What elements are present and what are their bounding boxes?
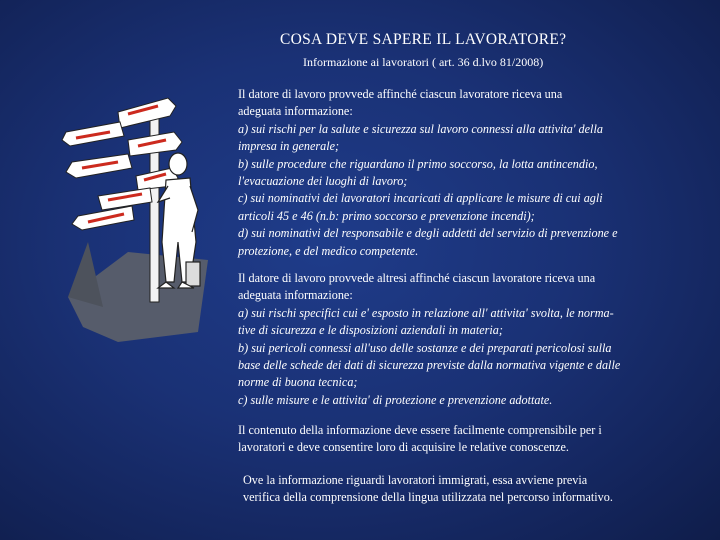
text-line: Ove la informazione riguardi lavoratori immigrati, essa avviene previa: [243, 473, 588, 487]
text-line: articoli 45 e 46 (n.b: primo soccorso e prevenzione incendi);: [238, 208, 535, 223]
text-line: Il contenuto della informazione deve essere facilmente comprensibile per i: [238, 423, 602, 437]
text-line: b) sulle procedure che riguardano il primo soccorso, la lotta antincendio,: [238, 156, 598, 171]
text-line: norme di buona tecnica;: [238, 375, 358, 390]
section-2: [238, 270, 620, 409]
text-line: adeguata informazione:: [238, 104, 353, 119]
page-title: COSA DEVE SAPERE IL LAVORATORE?: [280, 31, 567, 48]
text-line: lavoratori e deve consentire loro di acquisire le relative conoscenze.: [238, 440, 569, 455]
text-line: adeguata informazione:: [238, 288, 353, 303]
text-line: c) sulle misure e le attivita' di protezione e prevenzione adottate.: [238, 392, 553, 407]
text-line: l'evacuazione dei luoghi di lavoro;: [238, 174, 408, 189]
text-line: c) sui nominativi dei lavoratori incaricati di applicare le misure di cui agli: [238, 191, 603, 206]
text-line: Il datore di lavoro provvede affinché ciascun lavoratore riceva una: [238, 87, 563, 101]
signpost-confused-man-icon: [58, 92, 218, 352]
text-line: base delle schede dei dati di sicurezza previste dalla normativa vigente e dalle: [238, 358, 621, 373]
page-subtitle: Informazione ai lavoratori ( art. 36 d.lvo 81/2008): [303, 55, 544, 69]
section-3: [238, 422, 602, 457]
text-line: a) sui rischi specifici cui e' esposto in relazione all' attivita' svolta, le norma-: [238, 305, 614, 320]
text-line: tive di sicurezza e le disposizioni aziendali in materia;: [238, 323, 503, 338]
text-line: impresa in generale;: [238, 139, 340, 154]
text-line: Il datore di lavoro provvede altresi affinché ciascun lavoratore riceva una: [238, 271, 596, 285]
section-1: [238, 86, 618, 260]
text-line: d) sui nominativi del responsabile e degli addetti del servizio di prevenzione e: [238, 226, 618, 241]
section-4: [243, 472, 613, 507]
text-line: b) sui pericoli connessi all'uso delle sostanze e dei preparati pericolosi sulla: [238, 340, 612, 355]
text-line: protezione, e del medico competente.: [238, 243, 419, 258]
text-line: verifica della comprensione della lingua utilizzata nel percorso informativo.: [243, 490, 613, 505]
text-line: a) sui rischi per la salute e sicurezza sul lavoro connessi alla attivita' della: [238, 121, 603, 136]
